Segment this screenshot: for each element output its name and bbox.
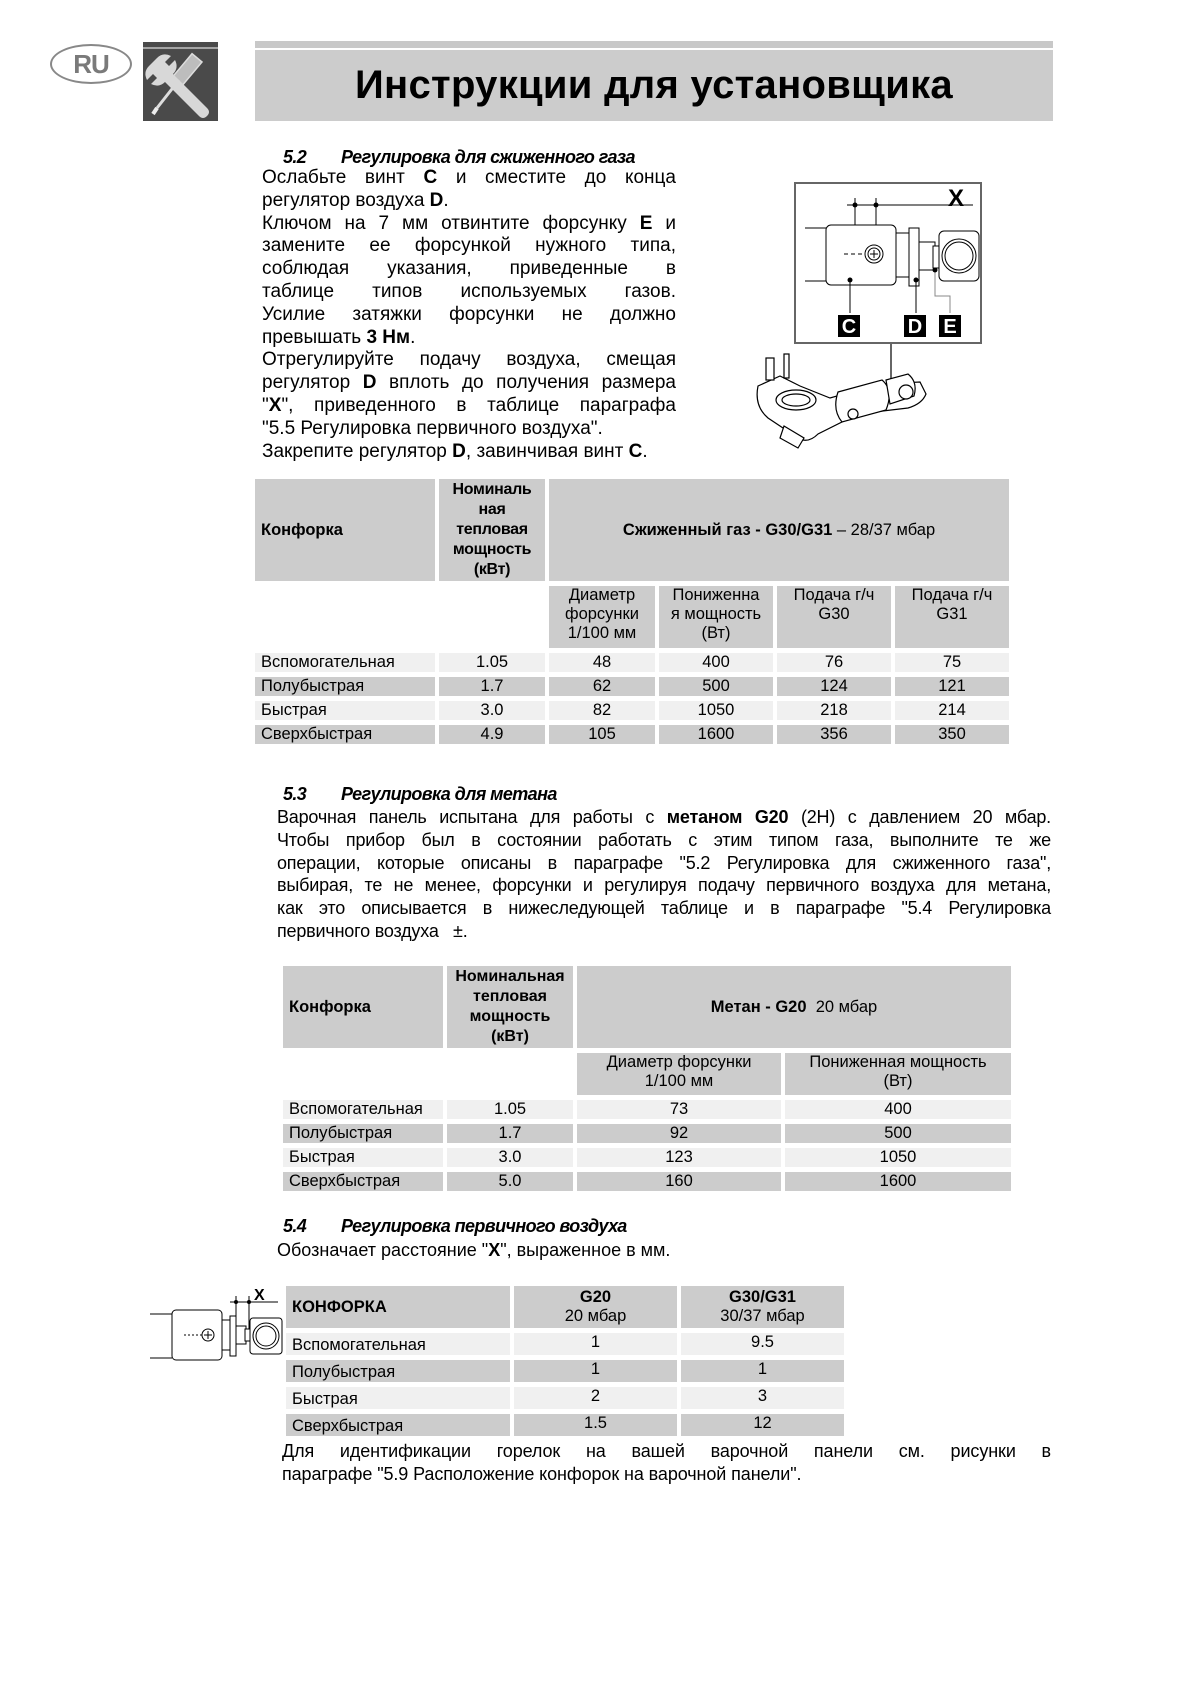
emphasis-text: 3 Нм [366,326,411,348]
burner-name-cell: Полубыстрая [283,1124,443,1143]
text-run: и [652,212,676,234]
header-text-line: (кВт) [491,1028,529,1045]
text-run: вплоть до получения размера [376,372,676,394]
text-run: таблице типов используемых газов. [262,280,676,302]
burner-name-cell: Быстрая [283,1148,443,1167]
text-run: первичного воздуха ±. [277,920,468,941]
text-line [277,897,1051,920]
language-badge [50,44,132,84]
subheader-cell [777,586,891,648]
value-cell: 1050 [785,1148,1011,1167]
subheader-cell [549,586,655,648]
gas-pressure: 30/37 мбар [720,1307,805,1325]
table-row [286,1360,844,1382]
table-row [286,1387,844,1409]
value-cell: 1.05 [439,653,545,672]
value-cell: 48 [549,653,655,672]
emphasis-text: C [628,440,643,462]
dimension-x-label: X [254,1287,265,1304]
section-5-3-heading [283,784,557,805]
section-5-4-heading [283,1216,627,1237]
value-cell: 500 [785,1124,1011,1143]
table-row [255,653,1009,672]
gas-group-pressure: – 28/37 мбар [832,520,936,539]
header-text-line: Номиналь [452,481,532,498]
text-run: , завинчивая винт [465,440,629,462]
text-run: Усилие затяжки форсунки не должно [262,303,676,325]
header-text-line: мощность [469,1008,551,1025]
value-cell: 356 [777,725,891,744]
empty-cell [283,1053,443,1095]
text-run: Обозначает расстояние " [277,1240,489,1260]
table-row [283,1124,1011,1143]
table-row [255,677,1009,696]
header-text-line: 1/100 мм [567,624,637,642]
text-run: . [443,189,449,211]
value-cell: 3.0 [439,701,545,720]
text-run: и сместите до конца [437,167,677,188]
air-gap-diagram [148,1282,283,1367]
section-number: 5.3 [283,784,307,804]
emphasis-text: X [488,1240,501,1260]
subheader-cell [785,1053,1011,1095]
value-cell: 1.5 [514,1414,677,1436]
text-run: " [262,394,269,416]
value-cell: 1 [514,1333,677,1355]
text-run: Отрегулируйте подачу воздуха, смещая [262,349,676,371]
text-run: "5.5 Регулировка первичного воздуха". [262,417,603,439]
empty-cell [447,1053,573,1095]
burner-name-cell: Быстрая [255,701,435,720]
primary-air-table [282,1281,848,1441]
text-run: . [642,440,648,462]
value-cell: 400 [785,1100,1011,1119]
text-line [262,441,676,464]
section-title: Регулировка для метана [341,784,557,804]
header-text-line: (Вт) [701,624,731,642]
section-title: Регулировка для сжиженного газа [341,147,635,167]
text-line [282,1463,1051,1486]
header-text-line: ная [478,501,506,518]
text-run: выбирая, те не менее, форсунки и регулируя подачу первичного воздуха для метана, [277,875,1051,896]
text-line [262,235,676,258]
table-header-row [255,479,1009,581]
header-text-line: тепловая [473,988,547,1005]
text-run: Закрепите регулятор [262,440,453,462]
text-run: регулятор воздуха [262,189,430,211]
text-run: регулятор [262,372,363,394]
text-run: соблюдая указания, приведенные в [262,258,676,280]
header-text-line: Диаметр [568,586,636,604]
value-cell: 5.0 [447,1172,573,1191]
header-text-line: G30 [818,605,850,623]
title-accent-bar [255,41,1053,48]
methane-nozzle-table [279,961,1015,1196]
table-header-row [283,966,1011,1048]
value-cell: 1600 [659,725,773,744]
header-text-line: (Вт) [883,1072,913,1090]
table-header-row [286,1286,844,1328]
value-cell: 82 [549,701,655,720]
empty-cell [255,586,435,648]
header-burner: КОНФОРКА [286,1286,510,1328]
text-line [277,806,1051,829]
value-cell: 75 [895,653,1009,672]
header-nominal-power [447,966,573,1048]
value-cell: 3 [681,1387,844,1409]
gas-type: G30/G31 [729,1288,796,1306]
header-text-line: Пониженна [672,586,760,604]
burner-name-cell: Сверхбыстрая [255,725,435,744]
table-row [255,725,1009,744]
value-cell: 76 [777,653,891,672]
text-line [262,395,676,418]
value-cell: 3.0 [447,1148,573,1167]
text-run: превышать [262,326,367,348]
empty-cell [439,586,545,648]
header-text-line: Диаметр форсунки [606,1053,752,1071]
table-row [283,1172,1011,1191]
gas-group-name: Метан - G20 [710,997,807,1016]
text-run: замените ее форсункой нужного типа, [262,235,676,257]
text-run: Чтобы прибор был в состоянии работать с этим типом газа, выполните те же [277,829,1051,850]
table-row [283,1100,1011,1119]
value-cell: 1.05 [447,1100,573,1119]
header-gas-group [577,966,1011,1048]
text-run: . [410,326,416,348]
header-text-line: G31 [936,605,968,623]
gas-group-pressure: 20 мбар [806,997,878,1016]
text-run: Варочная панель испытана для работы с [277,807,667,827]
value-cell: 400 [659,653,773,672]
text-line [262,327,676,350]
value-cell: 9.5 [681,1333,844,1355]
text-line [282,1440,1051,1463]
text-run: операции, которые описаны в параграфе "5.2 Регулировка для сжиженного газа", [277,852,1051,873]
value-cell: 121 [895,677,1009,696]
text-line [262,213,676,236]
text-run: Ослабьте винт [262,167,424,188]
burner-name-cell: Полубыстрая [255,677,435,696]
emphasis-text: D [429,189,444,211]
value-cell: 123 [577,1148,781,1167]
burner-name-cell: Быстрая [286,1387,510,1409]
dimension-x-label: X [948,185,965,212]
text-run: параграфе "5.9 Расположение конфорок на варочной панели". [282,1463,802,1484]
burner-name-cell: Вспомогательная [283,1100,443,1119]
gas-pressure: 20 мбар [564,1307,627,1325]
value-cell: 73 [577,1100,781,1119]
text-run: как это описывается в нижеследующей таблице и в параграфе "5.4 Регулировка [277,898,1051,919]
value-cell: 1 [514,1360,677,1382]
emphasis-text: метаном G20 [666,807,789,827]
header-text-line: (кВт) [473,561,511,578]
burner-identification-note [282,1440,1051,1486]
header-text-line: Подача г/ч [911,586,993,604]
value-cell: 1.7 [439,677,545,696]
emphasis-text: X [268,394,282,416]
header-text-line: я мощность [670,605,762,623]
value-cell: 105 [549,725,655,744]
header-burner: Конфорка [255,479,435,581]
burner-adjustment-diagram [738,178,998,473]
wrench-screwdriver-icon [143,42,218,121]
section-5-3-body [277,806,1051,943]
page-title-bar [255,50,1053,121]
emphasis-text: E [639,212,653,234]
gas-group-name: Сжиженный газ - G30/G31 [622,520,833,539]
gas-type: G20 [579,1288,612,1306]
language-code: RU [73,48,109,79]
subheader-cell [659,586,773,648]
burner-name-cell: Вспомогательная [255,653,435,672]
value-cell: 350 [895,725,1009,744]
section-5-2-body [262,167,676,463]
label-c: C [841,316,857,338]
burner-name-cell: Вспомогательная [286,1333,510,1355]
gas-column-header [681,1286,844,1328]
text-run: ", приведенного в таблице параграфа [281,394,676,416]
header-gas-group [549,479,1009,581]
value-cell: 12 [681,1414,844,1436]
subheader-cell [895,586,1009,648]
header-burner: Конфорка [283,966,443,1048]
text-line [277,852,1051,875]
label-d: D [907,316,923,338]
value-cell: 1 [681,1360,844,1382]
text-line [262,281,676,304]
value-cell: 214 [895,701,1009,720]
value-cell: 1600 [785,1172,1011,1191]
header-text-line: тепловая [456,521,528,538]
section-5-4-body [277,1239,1051,1262]
text-line [262,167,676,190]
subheader-cell [577,1053,781,1095]
text-run: Для идентификации горелок на вашей варочной панели см. рисунки в [282,1441,1051,1461]
gas-column-header [514,1286,677,1328]
label-e: E [943,316,957,338]
header-text-line: 1/100 мм [644,1072,714,1090]
text-run: (2H) с давлением 20 мбар. [788,807,1051,827]
value-cell: 124 [777,677,891,696]
section-title: Регулировка первичного воздуха [341,1216,627,1236]
table-subheader-row [255,586,1009,648]
value-cell: 62 [549,677,655,696]
header-text-line: Пониженная мощность [809,1053,987,1071]
burner-name-cell: Полубыстрая [286,1360,510,1382]
table-subheader-row [283,1053,1011,1095]
text-line [262,304,676,327]
table-row [283,1148,1011,1167]
text-line [277,829,1051,852]
header-text-line: форсунки [565,605,639,623]
text-line [262,372,676,395]
table-row [255,701,1009,720]
header-nominal-power [439,479,545,581]
value-cell: 160 [577,1172,781,1191]
emphasis-text: D [362,372,377,394]
value-cell: 92 [577,1124,781,1143]
text-line [262,190,676,213]
text-run: Ключом на 7 мм отвинтите форсунку [262,212,640,234]
emphasis-text: D [452,440,466,462]
header-text-line: Номинальная [455,968,565,985]
section-number: 5.2 [283,147,307,167]
text-line [262,258,676,281]
value-cell: 218 [777,701,891,720]
text-line [277,1239,1051,1262]
table-row [286,1333,844,1355]
section-5-2-heading [283,147,635,168]
value-cell: 2 [514,1387,677,1409]
burner-name-cell: Сверхбыстрая [283,1172,443,1191]
page-title: Инструкции для установщика [355,63,953,107]
lpg-nozzle-table [251,474,1013,749]
value-cell: 500 [659,677,773,696]
value-cell: 1.7 [447,1124,573,1143]
text-line [262,349,676,372]
header-text-line: Подача г/ч [793,586,875,604]
emphasis-text: C [423,167,438,188]
text-line [277,920,1051,943]
table-row [286,1414,844,1436]
value-cell: 4.9 [439,725,545,744]
header-text-line: мощность [452,541,532,558]
text-line [262,418,676,441]
burner-name-cell: Сверхбыстрая [286,1414,510,1436]
section-number: 5.4 [283,1216,307,1236]
value-cell: 1050 [659,701,773,720]
text-line [277,874,1051,897]
text-run: ", выраженное в мм. [500,1240,671,1260]
